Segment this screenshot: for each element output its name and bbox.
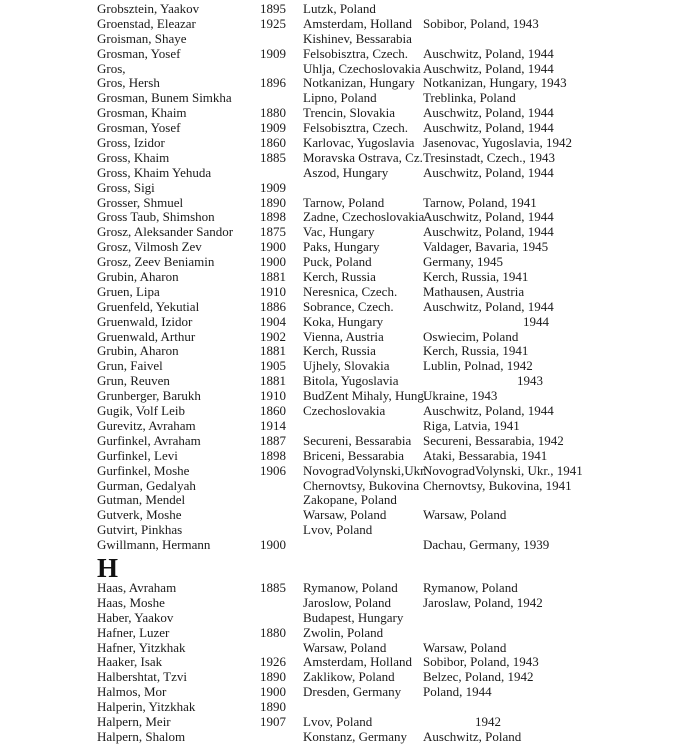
birth-year: 1902 xyxy=(260,328,286,344)
birth-year xyxy=(260,596,303,611)
victim-name: Grubin, Aharon xyxy=(97,269,179,285)
birth-year: 1910 xyxy=(260,283,286,299)
birth-year: 1881 xyxy=(260,343,286,359)
death-place-date: Warsaw, Poland xyxy=(423,507,507,523)
table-row xyxy=(97,596,690,611)
table-row xyxy=(97,464,690,479)
death-place-date: Sobibor, Poland, 1943 xyxy=(423,654,539,670)
victim-name: Halpern, Shalom xyxy=(97,728,186,744)
table-row xyxy=(97,106,690,121)
death-place-date: Treblinka, Poland xyxy=(423,90,516,106)
birth-year xyxy=(260,508,303,523)
birth-place: Amsterdam, Holland xyxy=(303,15,413,31)
birth-place: Dresden, Germany xyxy=(303,684,402,700)
birth-place: Jaroslow, Poland xyxy=(303,594,391,610)
death-place-date xyxy=(423,523,690,538)
victim-name: Halperin, Yitzkhak xyxy=(97,699,196,715)
birth-year: 1900 xyxy=(260,684,286,700)
birth-year xyxy=(260,91,303,106)
section-rows xyxy=(97,581,690,745)
victim-name: Gurevitz, Avraham xyxy=(97,417,196,433)
birth-year: 1907 xyxy=(260,713,286,729)
birth-year: 1887 xyxy=(260,432,286,448)
victim-name: Groenstad, Eleazar xyxy=(97,15,196,31)
birth-year: 1905 xyxy=(260,358,286,374)
victim-list xyxy=(97,2,690,745)
table-row xyxy=(97,715,690,730)
birth-year: 1895 xyxy=(260,1,286,16)
victim-name: Grobsztein, Yaakov xyxy=(97,1,200,16)
table-row xyxy=(97,670,690,685)
birth-year: 1910 xyxy=(260,388,286,404)
table-row xyxy=(97,389,690,404)
victim-name: Haaker, Isak xyxy=(97,654,163,670)
birth-place xyxy=(303,538,423,553)
table-row xyxy=(97,641,690,656)
victim-name: Halmos, Mor xyxy=(97,684,167,700)
birth-year: 1881 xyxy=(260,269,286,285)
table-row xyxy=(97,359,690,374)
death-place-date xyxy=(423,32,690,47)
death-place-date: Tresinstadt, Czech., 1943 xyxy=(423,149,556,165)
birth-place: Budapest, Hungary xyxy=(303,609,404,625)
death-place-date: Germany, 1945 xyxy=(423,254,504,270)
victim-name: Gugik, Volf Leib xyxy=(97,403,185,419)
birth-place xyxy=(303,181,423,196)
death-place-date xyxy=(423,2,690,17)
table-row xyxy=(97,508,690,523)
birth-place: Moravska Ostrava, Cz. xyxy=(303,149,423,165)
birth-place: Felsobisztra, Czech. xyxy=(303,120,409,136)
victim-name: Grosz, Vilmosh Zev xyxy=(97,239,202,255)
victim-name: Grun, Reuven xyxy=(97,373,170,389)
table-row xyxy=(97,17,690,32)
victim-name: Gutverk, Moshe xyxy=(97,507,182,523)
death-place-date: 1943 xyxy=(517,373,543,389)
victim-name: Haas, Avraham xyxy=(97,579,177,595)
birth-place: Bitola, Yugoslavia xyxy=(303,373,399,389)
birth-year xyxy=(260,32,303,47)
death-place-date xyxy=(423,700,690,715)
death-place-date: Dachau, Germany, 1939 xyxy=(423,537,550,553)
death-place-date xyxy=(423,493,690,508)
death-place-date: Auschwitz, Poland, 1944 xyxy=(423,209,554,225)
birth-year xyxy=(260,641,303,656)
birth-place: Lipno, Poland xyxy=(303,90,377,106)
victim-name: Haber, Yaakov xyxy=(97,609,174,625)
birth-year xyxy=(260,730,303,745)
birth-year: 1875 xyxy=(260,224,286,240)
birth-place: Zaklikow, Poland xyxy=(303,669,395,685)
table-row xyxy=(97,47,690,62)
table-row xyxy=(97,121,690,136)
birth-place: Lutzk, Poland xyxy=(303,1,376,16)
birth-place: Vienna, Austria xyxy=(303,328,384,344)
victim-name: Gros, xyxy=(97,60,126,76)
victim-name: Grunberger, Barukh xyxy=(97,388,201,404)
victim-name: Gross Taub, Shimshon xyxy=(97,209,215,225)
victim-name: Grun, Faivel xyxy=(97,358,163,374)
birth-year: 1909 xyxy=(260,179,286,195)
birth-place: Uhlja, Czechoslovakia xyxy=(303,60,421,76)
table-row xyxy=(97,655,690,670)
victim-name: Halpern, Meir xyxy=(97,713,171,729)
birth-year: 1900 xyxy=(260,537,286,553)
victim-name: Hafner, Luzer xyxy=(97,624,170,640)
birth-year xyxy=(260,523,303,538)
death-place-date: Jaroslaw, Poland, 1942 xyxy=(423,594,543,610)
birth-year: 1925 xyxy=(260,15,286,31)
birth-year: 1890 xyxy=(260,699,286,715)
birth-year: 1898 xyxy=(260,447,286,463)
death-place-date: Secureni, Bessarabia, 1942 xyxy=(423,432,564,448)
death-place-date: Sobibor, Poland, 1943 xyxy=(423,15,539,31)
victim-name: Groisman, Shaye xyxy=(97,30,187,46)
table-row xyxy=(97,434,690,449)
birth-place: Sobrance, Czech. xyxy=(303,298,394,314)
death-place-date: Notkanizan, Hungary, 1943 xyxy=(423,75,567,91)
victim-name: Grosman, Bunem Simkha xyxy=(97,90,232,106)
birth-place: Chernovtsy, Bukovina xyxy=(303,477,420,493)
death-place-date: Auschwitz, Poland, 1944 xyxy=(423,120,554,136)
birth-place: Neresnica, Czech. xyxy=(303,283,398,299)
birth-place: Briceni, Bessarabia xyxy=(303,447,405,463)
birth-place: Karlovac, Yugoslavia xyxy=(303,135,415,151)
birth-place xyxy=(303,419,423,434)
birth-place: Lvov, Poland xyxy=(303,522,373,538)
death-place-date: Riga, Latvia, 1941 xyxy=(423,417,520,433)
list-section xyxy=(97,2,690,553)
birth-year xyxy=(260,166,303,181)
table-row xyxy=(97,493,690,508)
birth-year: 1860 xyxy=(260,135,286,151)
victim-name: Gros, Hersh xyxy=(97,75,160,91)
death-place-date: 1942 xyxy=(475,713,501,729)
death-place-date: Auschwitz, Poland, 1944 xyxy=(423,60,554,76)
birth-year: 1880 xyxy=(260,624,286,640)
death-place-date: NovogradVolynski, Ukr., 1941 xyxy=(423,462,583,478)
birth-year: 1914 xyxy=(260,417,286,433)
victim-name: Gutvirt, Pinkhas xyxy=(97,522,183,538)
table-row xyxy=(97,611,690,626)
victim-name: Gross, Khaim Yehuda xyxy=(97,164,212,180)
birth-year: 1885 xyxy=(260,579,286,595)
table-row xyxy=(97,255,690,270)
table-row xyxy=(97,210,690,225)
birth-place: Notkanizan, Hungary xyxy=(303,75,415,91)
victim-name: Gutman, Mendel xyxy=(97,492,186,508)
death-place-date: Jasenovac, Yugoslavia, 1942 xyxy=(423,135,572,151)
table-row xyxy=(97,32,690,47)
birth-place: Kerch, Russia xyxy=(303,269,376,285)
death-place-date: 1944 xyxy=(523,313,549,329)
death-place-date: Ataki, Bessarabia, 1941 xyxy=(423,447,548,463)
birth-place: Czechoslovakia xyxy=(303,403,386,419)
table-row xyxy=(97,270,690,285)
birth-place: Zadne, Czechoslovakia xyxy=(303,209,425,225)
birth-year: 1904 xyxy=(260,313,286,329)
death-place-date: Auschwitz, Poland, 1944 xyxy=(423,403,554,419)
birth-place: Secureni, Bessarabia xyxy=(303,432,412,448)
death-place-date: Ukraine, 1943 xyxy=(423,388,498,404)
victim-name: Gurman, Gedalyah xyxy=(97,477,196,493)
birth-year: 1890 xyxy=(260,669,286,685)
birth-place: Konstanz, Germany xyxy=(303,728,407,744)
birth-year xyxy=(260,62,303,77)
birth-place: NovogradVolynski,Ukr. xyxy=(303,462,427,478)
victim-name: Grosz, Aleksander Sandor xyxy=(97,224,234,240)
victim-name: Gross, Izidor xyxy=(97,135,165,151)
birth-place: Trencin, Slovakia xyxy=(303,105,395,121)
birth-year: 1900 xyxy=(260,254,286,270)
birth-place xyxy=(303,700,423,715)
table-row xyxy=(97,136,690,151)
birth-place: Puck, Poland xyxy=(303,254,372,270)
death-place-date xyxy=(423,181,690,196)
death-place-date xyxy=(423,611,690,626)
death-place-date: Auschwitz, Poland, 1944 xyxy=(423,45,554,61)
table-row xyxy=(97,300,690,315)
table-row xyxy=(97,166,690,181)
birth-place: Zwolin, Poland xyxy=(303,624,384,640)
table-row xyxy=(97,449,690,464)
table-row xyxy=(97,685,690,700)
birth-place: Warsaw, Poland xyxy=(303,639,387,655)
victim-name: Grubin, Aharon xyxy=(97,343,179,359)
death-place-date: Auschwitz, Poland, 1944 xyxy=(423,298,554,314)
victim-name: Gurfinkel, Moshe xyxy=(97,462,190,478)
table-row xyxy=(97,700,690,715)
table-row xyxy=(97,225,690,240)
table-row xyxy=(97,626,690,641)
victim-name: Hafner, Yitzkhak xyxy=(97,639,186,655)
birth-year: 1909 xyxy=(260,45,286,61)
birth-year: 1885 xyxy=(260,149,286,165)
table-row xyxy=(97,404,690,419)
victim-name: Gruenfeld, Yekutial xyxy=(97,298,200,314)
birth-year: 1890 xyxy=(260,194,286,210)
death-place-date: Chernovtsy, Bukovina, 1941 xyxy=(423,477,572,493)
table-row xyxy=(97,374,690,389)
birth-year: 1898 xyxy=(260,209,286,225)
birth-year xyxy=(260,479,303,494)
birth-year: 1880 xyxy=(260,105,286,121)
victim-name: Grosman, Khaim xyxy=(97,105,187,121)
birth-year xyxy=(260,493,303,508)
birth-year: 1860 xyxy=(260,403,286,419)
victim-name: Gurfinkel, Avraham xyxy=(97,432,201,448)
victim-name: Gurfinkel, Levi xyxy=(97,447,178,463)
victim-name: Gross, Sigi xyxy=(97,179,155,195)
birth-year: 1896 xyxy=(260,75,286,91)
victim-name: Grosz, Zeev Beniamin xyxy=(97,254,215,270)
section-rows xyxy=(97,2,690,553)
birth-place: Lvov, Poland xyxy=(303,713,373,729)
birth-place: Ujhely, Slovakia xyxy=(303,358,390,374)
victim-name: Gruenwald, Izidor xyxy=(97,313,193,329)
death-place-date: Rymanow, Poland xyxy=(423,579,518,595)
birth-place: Zakopane, Poland xyxy=(303,492,397,508)
birth-place: Kishinev, Bessarabia xyxy=(303,30,412,46)
birth-year: 1909 xyxy=(260,120,286,136)
death-place-date: Mathausen, Austria xyxy=(423,283,525,299)
death-place-date: Lublin, Polnad, 1942 xyxy=(423,358,533,374)
birth-year: 1906 xyxy=(260,462,286,478)
section-letter-heading: H xyxy=(97,552,119,583)
birth-place: Tarnow, Poland xyxy=(303,194,385,210)
table-row xyxy=(97,538,690,553)
victim-name: Gross, Khaim xyxy=(97,149,170,165)
death-place-date xyxy=(423,626,690,641)
birth-place: Felsobisztra, Czech. xyxy=(303,45,409,61)
victim-name: Grosman, Yosef xyxy=(97,120,181,136)
death-place-date: Warsaw, Poland xyxy=(423,639,507,655)
victim-name: Gruenwald, Arthur xyxy=(97,328,196,344)
death-place-date: Kerch, Russia, 1941 xyxy=(423,269,529,285)
birth-place: Vac, Hungary xyxy=(303,224,375,240)
table-row xyxy=(97,76,690,91)
table-row xyxy=(97,196,690,211)
victim-name: Gruen, Lipa xyxy=(97,283,160,299)
birth-year xyxy=(260,611,303,626)
birth-place: BudZent Mihaly, Hung. xyxy=(303,388,428,404)
table-row xyxy=(97,181,690,196)
birth-place: Koka, Hungary xyxy=(303,313,384,329)
birth-place: Aszod, Hungary xyxy=(303,164,389,180)
table-row xyxy=(97,151,690,166)
birth-place: Amsterdam, Holland xyxy=(303,654,413,670)
death-place-date: Belzec, Poland, 1942 xyxy=(423,669,534,685)
birth-place: Rymanow, Poland xyxy=(303,579,398,595)
table-row xyxy=(97,523,690,538)
birth-year: 1881 xyxy=(260,373,286,389)
table-row xyxy=(97,479,690,494)
table-row xyxy=(97,330,690,345)
victim-name: Grosman, Yosef xyxy=(97,45,181,61)
list-section xyxy=(97,552,690,745)
death-place-date: Kerch, Russia, 1941 xyxy=(423,343,529,359)
victim-name: Gwillmann, Hermann xyxy=(97,537,211,553)
table-row xyxy=(97,581,690,596)
birth-place: Warsaw, Poland xyxy=(303,507,387,523)
table-row xyxy=(97,344,690,359)
birth-place: Paks, Hungary xyxy=(303,239,380,255)
table-row xyxy=(97,62,690,77)
death-place-date: Auschwitz, Poland, 1944 xyxy=(423,105,554,121)
table-row xyxy=(97,730,690,745)
birth-year: 1886 xyxy=(260,298,286,314)
death-place-date: Auschwitz, Poland xyxy=(423,728,522,744)
birth-year: 1900 xyxy=(260,239,286,255)
table-row xyxy=(97,2,690,17)
table-row xyxy=(97,240,690,255)
death-place-date: Auschwitz, Poland, 1944 xyxy=(423,224,554,240)
victim-name: Grosser, Shmuel xyxy=(97,194,184,210)
death-place-date: Oswiecim, Poland xyxy=(423,328,519,344)
death-place-date: Tarnow, Poland, 1941 xyxy=(423,194,537,210)
table-row xyxy=(97,285,690,300)
death-place-date: Valdager, Bavaria, 1945 xyxy=(423,239,549,255)
table-row xyxy=(97,91,690,106)
table-row xyxy=(97,315,690,330)
victim-name: Haas, Moshe xyxy=(97,594,165,610)
birth-place: Kerch, Russia xyxy=(303,343,376,359)
birth-year: 1926 xyxy=(260,654,286,670)
death-place-date: Poland, 1944 xyxy=(423,684,492,700)
death-place-date: Auschwitz, Poland, 1944 xyxy=(423,164,554,180)
table-row xyxy=(97,419,690,434)
victim-name: Halbershtat, Tzvi xyxy=(97,669,188,685)
